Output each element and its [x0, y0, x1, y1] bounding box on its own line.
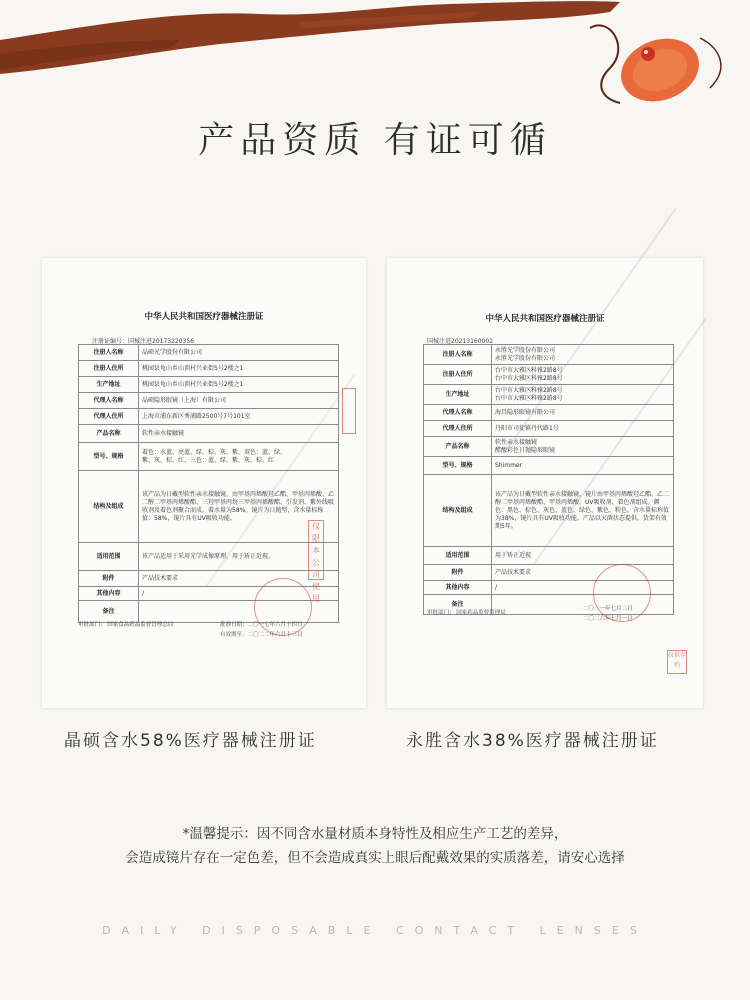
- field-value-line: 软性亲水接触镜: [142, 429, 185, 437]
- field-label: 备注: [79, 601, 139, 623]
- table-row: [424, 345, 674, 365]
- field-value-line: 晶硕隐形眼镜（上海）有限公司: [142, 396, 227, 404]
- registration-number: 注册证编号：国械注进20173220356: [92, 338, 195, 345]
- caption-right: 永胜含水38%医疗器械注册证: [406, 731, 659, 751]
- field-label: 注册人名称: [79, 345, 139, 361]
- field-value: [492, 547, 674, 565]
- field-value: [492, 475, 674, 547]
- field-value: [139, 393, 339, 409]
- field-value-line: /: [142, 589, 145, 597]
- field-label: 代理人住所: [424, 421, 492, 437]
- field-label: 其他内容: [424, 581, 492, 595]
- tip-note-line1: *温馨提示：因不同含水量材质本身特性及相应生产工艺的差异，: [182, 826, 568, 842]
- field-value-line: 醋酸彩色日抛隐形眼镜: [495, 446, 556, 454]
- field-label: 生产地址: [79, 377, 139, 393]
- field-label: 适用范围: [79, 543, 139, 571]
- field-label: 结构及组成: [424, 475, 492, 547]
- field-value-line: /: [495, 583, 498, 591]
- contact-lens-decoration-icon: [570, 8, 740, 118]
- field-label: 生产地址: [424, 385, 492, 405]
- field-label: 产品名称: [79, 425, 139, 443]
- registration-number: 国械注进20213160002: [427, 338, 494, 345]
- approval-date: 批准日期：二〇一七年六月十四日: [220, 622, 303, 628]
- certificate-title: 中华人民共和国医疗器械注册证: [144, 312, 264, 322]
- field-value-line: 产品技术要求: [495, 568, 532, 576]
- field-value-line: 台中市大雅区科雅2路8号: [495, 394, 563, 402]
- approval-date: 二〇二一年七月二日: [583, 606, 633, 612]
- approval-department: 审批部门： 国家食品药品监督管理总局: [78, 622, 174, 628]
- certificate-document-right: [387, 258, 703, 708]
- official-seal-stamp: [254, 578, 312, 636]
- field-value: [139, 361, 339, 377]
- field-label: 备注: [424, 595, 492, 615]
- table-row: [79, 443, 339, 471]
- field-value-line: 台中市大雅区科雅2路8号: [495, 386, 563, 394]
- field-value-line: 晶硕光学股份有限公司: [142, 348, 203, 356]
- field-value-line: 海昌隐形眼镜有限公司: [495, 408, 556, 416]
- field-value: [492, 345, 674, 365]
- field-value-line: 产品技术要求: [142, 574, 179, 582]
- certificate-document-left: [42, 258, 366, 708]
- table-row: [424, 437, 674, 457]
- table-row: [79, 377, 339, 393]
- archive-stamp: 仅供存档: [667, 650, 687, 674]
- expiry-date: 二〇二六年七月一日: [583, 616, 633, 622]
- page-headline: 产品资质 有证可循: [198, 120, 552, 161]
- field-value-line: 桃园县龟山乡山顶村兴业街5号2楼之1: [142, 364, 244, 372]
- field-label: 注册人名称: [424, 345, 492, 365]
- field-value-line: 台中市大雅区科雅2路8号: [495, 366, 563, 374]
- table-row: [79, 393, 339, 409]
- table-row: [424, 421, 674, 437]
- field-value-line: 永胜光学股份有限公司: [495, 354, 556, 362]
- field-label: 代理人名称: [424, 405, 492, 421]
- table-row: [79, 543, 339, 571]
- field-value-line: 桃园县龟山乡山顶村兴业街5号2楼之1: [142, 380, 244, 388]
- brand-tagline: DAILY DISPOSABLE CONTACT LENSES: [102, 924, 648, 937]
- approval-department: 审批部门： 国家药品监督管理局: [427, 610, 506, 616]
- field-value-line: 该产品为日戴型软性亲水接触镜，由甲基丙烯酸羟乙酯、甲基丙烯酸、乙二醇二甲基丙烯酸酯、三羟甲基丙烷三甲基丙烯酸酯、引发剂、紫外线吸收剂及着色剂聚合而成。着水量为58%。镜片为日抛型，含水量标称值：58%，镜片具有UV吸收功能。: [142, 490, 335, 522]
- field-label: 附件: [79, 571, 139, 587]
- caption-left: 晶硕含水58%医疗器械注册证: [64, 731, 317, 751]
- field-value-line: 紫、灰、棕、红、三色：蓝、绿、紫、灰、棕、红: [142, 456, 275, 464]
- table-row: [424, 475, 674, 547]
- field-label: 代理人住所: [79, 409, 139, 425]
- field-value-line: 永胜光学股份有限公司: [495, 346, 556, 354]
- table-row: [424, 365, 674, 385]
- side-stamp: [342, 388, 356, 434]
- field-value: [139, 409, 339, 425]
- field-value-line: Shimmer: [495, 461, 523, 469]
- field-value-line: 台中市大雅区科雅2路8号: [495, 374, 563, 382]
- field-label: 注册人住所: [79, 361, 139, 377]
- field-label: 代理人名称: [79, 393, 139, 409]
- field-label: 适用范围: [424, 547, 492, 565]
- table-row: [79, 409, 339, 425]
- field-value: [492, 365, 674, 385]
- field-value-line: 用于矫正近视: [495, 551, 532, 559]
- field-label: 型号、规格: [424, 457, 492, 475]
- expiry-date: 有效期至：二〇二二年六月十三日: [220, 632, 303, 638]
- tip-note-line2: 会造成镜片存在一定色差，但不会造成真实上眼后配戴效果的实质落差，请安心选择: [125, 850, 625, 866]
- field-value-line: 着色：水蓝、亮蓝、绿、棕、灰、紫、双色：蓝、绿、: [142, 448, 287, 456]
- field-value: [139, 345, 339, 361]
- field-value: [492, 457, 674, 475]
- field-label: 产品名称: [424, 437, 492, 457]
- field-value-line: 丹阳市司徒镇丹代路1号: [495, 424, 559, 432]
- company-use-stamp: 仅限本公司使用: [308, 520, 324, 580]
- certificate-title: 中华人民共和国医疗器械注册证: [485, 314, 605, 324]
- field-value: [492, 405, 674, 421]
- field-label: 附件: [424, 565, 492, 581]
- table-row: [424, 547, 674, 565]
- field-value: [139, 377, 339, 393]
- official-seal-stamp: [593, 564, 651, 622]
- field-value-line: 软性亲水接触镜: [495, 438, 538, 446]
- field-value: [139, 443, 339, 471]
- field-label: 型号、规格: [79, 443, 139, 471]
- table-row: [424, 457, 674, 475]
- field-label: 结构及组成: [79, 471, 139, 543]
- table-row: [79, 471, 339, 543]
- field-value-line: 该产品为日戴型软性亲水接触镜，镜片由甲基丙烯酸羟乙酯、乙二醇二甲基丙烯酸酯、甲基丙烯酸、UV吸收剂、着色剂组成。颜色：黑色、棕色、灰色、蓝色、绿色、紫色、粉色。含水量标称值为38%，镜片具有UV吸收功能。产品以灭菌状态提供，货架有效期5年。: [495, 490, 670, 530]
- field-value-line: 该产品适用于采用光学成像原理，用于矫正近视。: [142, 552, 275, 560]
- table-row: [79, 361, 339, 377]
- field-value: [492, 437, 674, 457]
- field-label: 其他内容: [79, 587, 139, 601]
- field-label: 注册人住所: [424, 365, 492, 385]
- table-row: [79, 345, 339, 361]
- field-value-line: 上海市浦东新区秀浦路2500号7号101室: [142, 412, 251, 420]
- table-row: [79, 425, 339, 443]
